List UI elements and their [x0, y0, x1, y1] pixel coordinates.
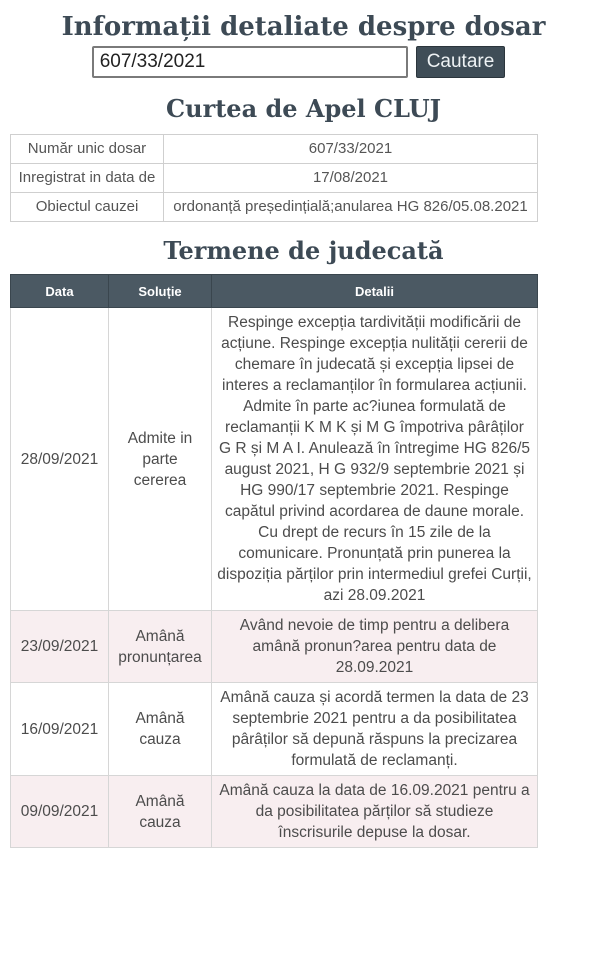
case-info-table [10, 134, 538, 222]
term-details: Respinge excepția tardivității modificării de acțiune. Respinge excepția nulității cererii de chemare în judecată și excepția lipsei de interes a reclamanților în formularea acțiunii. Admite în parte ac?iunea formulată de reclamanții K M K și M G împotriva pârâților G R și M A I. Anulează în întregime HG 826/5 august 2021, H G 932/9 septembrie 2021 și HG 990/17 septembrie 2021. Respinge capătul privind acordarea de daune morale. Cu drept de recurs în 15 zile de la comunicare. Pronunțată prin punerea la dispoziția părților prin intermediul grefei Curții, azi 28.09.2021 [212, 308, 538, 611]
terms-header-row [11, 275, 538, 308]
term-details: Având nevoie de timp pentru a delibera amână pronun?area pentru data de 28.09.2021 [212, 611, 538, 683]
term-date: 09/09/2021 [11, 776, 109, 848]
term-solution: Amână cauza [109, 683, 212, 776]
info-row-case-number [11, 135, 538, 164]
search-button[interactable]: Cautare [416, 46, 506, 78]
table-row [11, 776, 538, 848]
search-bar [0, 46, 607, 78]
info-value: ordonanță președințială;anularea HG 826/05.08.2021 [164, 193, 538, 222]
term-date: 28/09/2021 [11, 308, 109, 611]
column-header-date: Data [11, 275, 109, 308]
term-date: 16/09/2021 [11, 683, 109, 776]
term-solution: Amână pronunțarea [109, 611, 212, 683]
terms-table [10, 274, 538, 848]
column-header-solution: Soluție [109, 275, 212, 308]
term-details: Amână cauza la data de 16.09.2021 pentru a da posibilitatea părților să studieze înscrisurile depuse la dosar. [212, 776, 538, 848]
term-details: Amână cauza și acordă termen la data de 23 septembrie 2021 pentru a da posibilitatea pârâților să depună răspuns la precizarea formulată de reclamanți. [212, 683, 538, 776]
terms-title: Termene de judecată [163, 236, 444, 265]
table-row [11, 611, 538, 683]
column-header-details: Detalii [212, 275, 538, 308]
term-solution: Amână cauza [109, 776, 212, 848]
table-row [11, 308, 538, 611]
info-row-case-object [11, 193, 538, 222]
info-label: Inregistrat in data de [11, 164, 164, 193]
info-row-registered-date [11, 164, 538, 193]
court-title: Curtea de Apel CLUJ [166, 94, 441, 123]
term-date: 23/09/2021 [11, 611, 109, 683]
info-value: 17/08/2021 [164, 164, 538, 193]
info-value: 607/33/2021 [164, 135, 538, 164]
term-solution: Admite in parte cererea [109, 308, 212, 611]
info-label: Obiectul cauzei [11, 193, 164, 222]
info-label: Număr unic dosar [11, 135, 164, 164]
table-row [11, 683, 538, 776]
search-input[interactable] [92, 46, 408, 78]
page-title: Informații detaliate despre dosar [61, 12, 546, 42]
